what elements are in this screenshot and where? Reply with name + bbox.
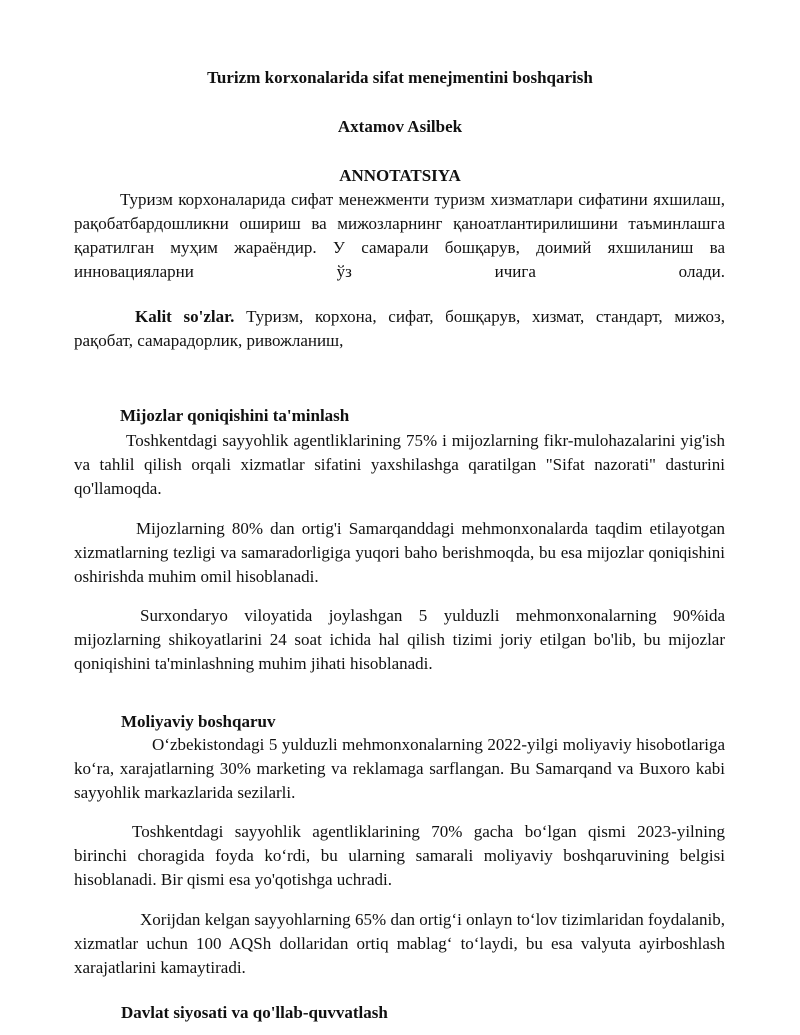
section-paragraph: O‘zbekistondagi 5 yulduzli mehmonxonalarning 2022-yilgi moliyaviy hisobotlariga ko‘ra, xarajatlarning 30% marketing va reklamaga sarflangan. Bu Samarqand va Buxoro kabi sayyohlik markazlarida sezilarli. bbox=[74, 735, 725, 802]
abstract-text: Туризм корхоналарида сифат менежменти туризм хизматлари сифатини яхшилаш, рақобатбардошликни ошириш ва мижозларнинг қаноатлантирилишини таъминлашга қаратилган муҳим жараёндир. У самарали бошқарув, доимий яхшиланиш ва инновацияларни ўз ичига олади. bbox=[74, 190, 725, 281]
section-heading: Mijozlar qoniqishini ta'minlash bbox=[120, 406, 350, 425]
section-paragraph: Xorijdan kelgan sayyohlarning 65% dan ortig‘i onlayn to‘lov tizimlaridan foydalanib, xizmatlar uchun 100 AQSh dollaridan ortiq mablag‘ to‘laydi, bu esa valyuta ayirboshlash xarajatlarini kamaytiradi. bbox=[74, 910, 725, 977]
section-paragraph: Toshkentdagi sayyohlik agentliklarining 70% gacha bo‘lgan qismi 2023-yilning birinchi choragida foyda ko‘rdi, bu ularning samarali moliyaviy boshqaruvining belgisi hisoblanadi. Bir qismi esa yo'qotishga uchradi. bbox=[74, 822, 725, 889]
keywords-label: Kalit so'zlar. bbox=[135, 307, 235, 326]
section-paragraph: Toshkentdagi sayyohlik agentliklarining 75% i mijozlarning fikr-mulohazalarini yig'ish va tahlil qilish orqali xizmatlar sifatini yaxshilashga qaratilgan "Sifat nazorati" dasturini qo'llamoqda. bbox=[74, 431, 725, 498]
section-paragraph: Surxondaryo viloyatida joylashgan 5 yulduzli mehmonxonalarning 90%ida mijozlarning shikoyatlarini 24 soat ichida hal qilish tizimi joriy etilgan bo'lib, bu mijozlar qoniqishini ta'minlashning muhim jihati hisoblanadi. bbox=[74, 606, 725, 673]
keywords-text: Туризм, корхона, сифат, бошқарув, хизмат, стандарт, мижоз, рақобат, самарадорлик, ривожланиш, bbox=[74, 307, 725, 350]
abstract-heading: ANNOTATSIYA bbox=[339, 166, 461, 185]
author-name: Axtamov Asilbek bbox=[337, 117, 463, 136]
section-heading: Moliyaviy boshqaruv bbox=[121, 712, 276, 731]
paper-title: Turizm korxonalarida sifat menejmentini boshqarish bbox=[207, 68, 593, 87]
keywords-paragraph bbox=[74, 305, 725, 353]
section-paragraph: Mijozlarning 80% dan ortig'i Samarqanddagi mehmonxonalarda taqdim etilayotgan xizmatlarning tezligi va samaradorligiga yuqori baho berishmoqda, bu esa mijozlar qoniqishini oshirishda muhim omil hisoblanadi. bbox=[74, 519, 725, 586]
section-heading: Davlat siyosati va qo'llab-quvvatlash bbox=[121, 1003, 388, 1022]
